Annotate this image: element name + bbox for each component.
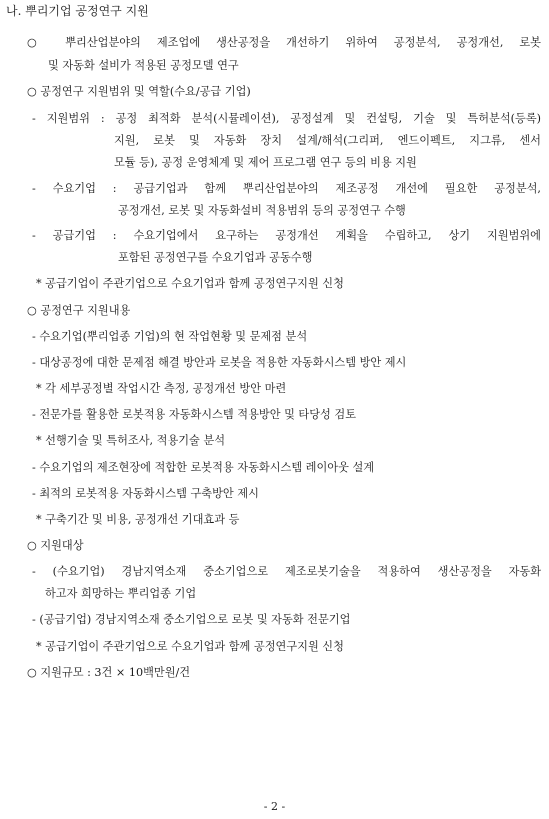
paragraph-line: - 수요기업의 제조현장에 적합한 로봇적용 자동화시스템 레이아웃 설계 — [32, 461, 375, 474]
page-number: - 2 - — [263, 800, 286, 813]
paragraph-line: - 대상공정에 대한 문제점 해결 방안과 로봇을 적용한 자동화시스템 방안 제시 — [32, 356, 407, 369]
subsection-heading: ○ 지원규모 : 3건 × 10백만원/건 — [27, 666, 191, 679]
paragraph-line: 및 자동화 설비가 적용된 공정모델 연구 — [48, 59, 239, 72]
paragraph-line: 포함된 공정연구를 수요기업과 공동수행 — [118, 251, 313, 264]
paragraph-line: 하고자 희망하는 뿌리업종 기업 — [45, 587, 197, 600]
paragraph-line: 지원, 로봇 및 자동화 장치 설계/해석(그리퍼, 엔드이펙트, 지그류, 센서 — [114, 134, 541, 147]
subsection-heading: ○ 지원대상 — [27, 539, 84, 552]
paragraph-line: 공정개선, 로봇 및 자동화설비 적용범위 등의 공정연구 수행 — [118, 204, 406, 217]
paragraph-line: 모듈 등), 공정 운영체계 및 제어 프로그램 연구 등의 비용 지원 — [114, 156, 417, 169]
paragraph-line: - 지원범위 : 공정 최적화 분석(시뮬레이션), 공정설계 및 컨설팅, 기술 및 특허분석(등록) — [32, 112, 541, 125]
paragraph-line: - 공급기업 : 수요기업에서 요구하는 공정개선 계획을 수립하고, 상기 지원범위에 — [32, 229, 541, 242]
note-line: * 구축기간 및 비용, 공정개선 기대효과 등 — [36, 513, 240, 526]
paragraph-line: - 수요기업(뿌리업종 기업)의 현 작업현황 및 문제점 분석 — [32, 330, 308, 343]
paragraph-line: - 수요기업 : 공급기업과 함께 뿌리산업분야의 제조공정 개선에 필요한 공정분석, — [32, 182, 541, 195]
subsection-heading: ○ 공정연구 지원범위 및 역할(수요/공급 기업) — [27, 85, 251, 98]
section-title: 나. 뿌리기업 공정연구 지원 — [6, 4, 149, 18]
subsection-heading: ○ 공정연구 지원내용 — [27, 304, 131, 317]
paragraph-line: ○ 뿌리산업분야의 제조업에 생산공정을 개선하기 위하여 공정분석, 공정개선, 로봇 — [27, 36, 541, 49]
paragraph-line: - (공급기업) 경남지역소재 중소기업으로 로봇 및 자동화 전문기업 — [32, 613, 351, 626]
note-line: * 공급기업이 주관기업으로 수요기업과 함께 공정연구지원 신청 — [36, 277, 344, 290]
note-line: * 각 세부공정별 작업시간 측정, 공정개선 방안 마련 — [36, 382, 287, 395]
note-line: * 공급기업이 주관기업으로 수요기업과 함께 공정연구지원 신청 — [36, 640, 344, 653]
note-line: * 선행기술 및 특허조사, 적용기술 분석 — [36, 434, 226, 447]
paragraph-line: - 전문가를 활용한 로봇적용 자동화시스템 적용방안 및 타당성 검토 — [32, 408, 357, 421]
paragraph-line: - (수요기업) 경남지역소재 중소기업으로 제조로봇기술을 적용하여 생산공정을 자동화 — [32, 565, 541, 578]
paragraph-line: - 최적의 로봇적용 자동화시스템 구축방안 제시 — [32, 487, 259, 500]
